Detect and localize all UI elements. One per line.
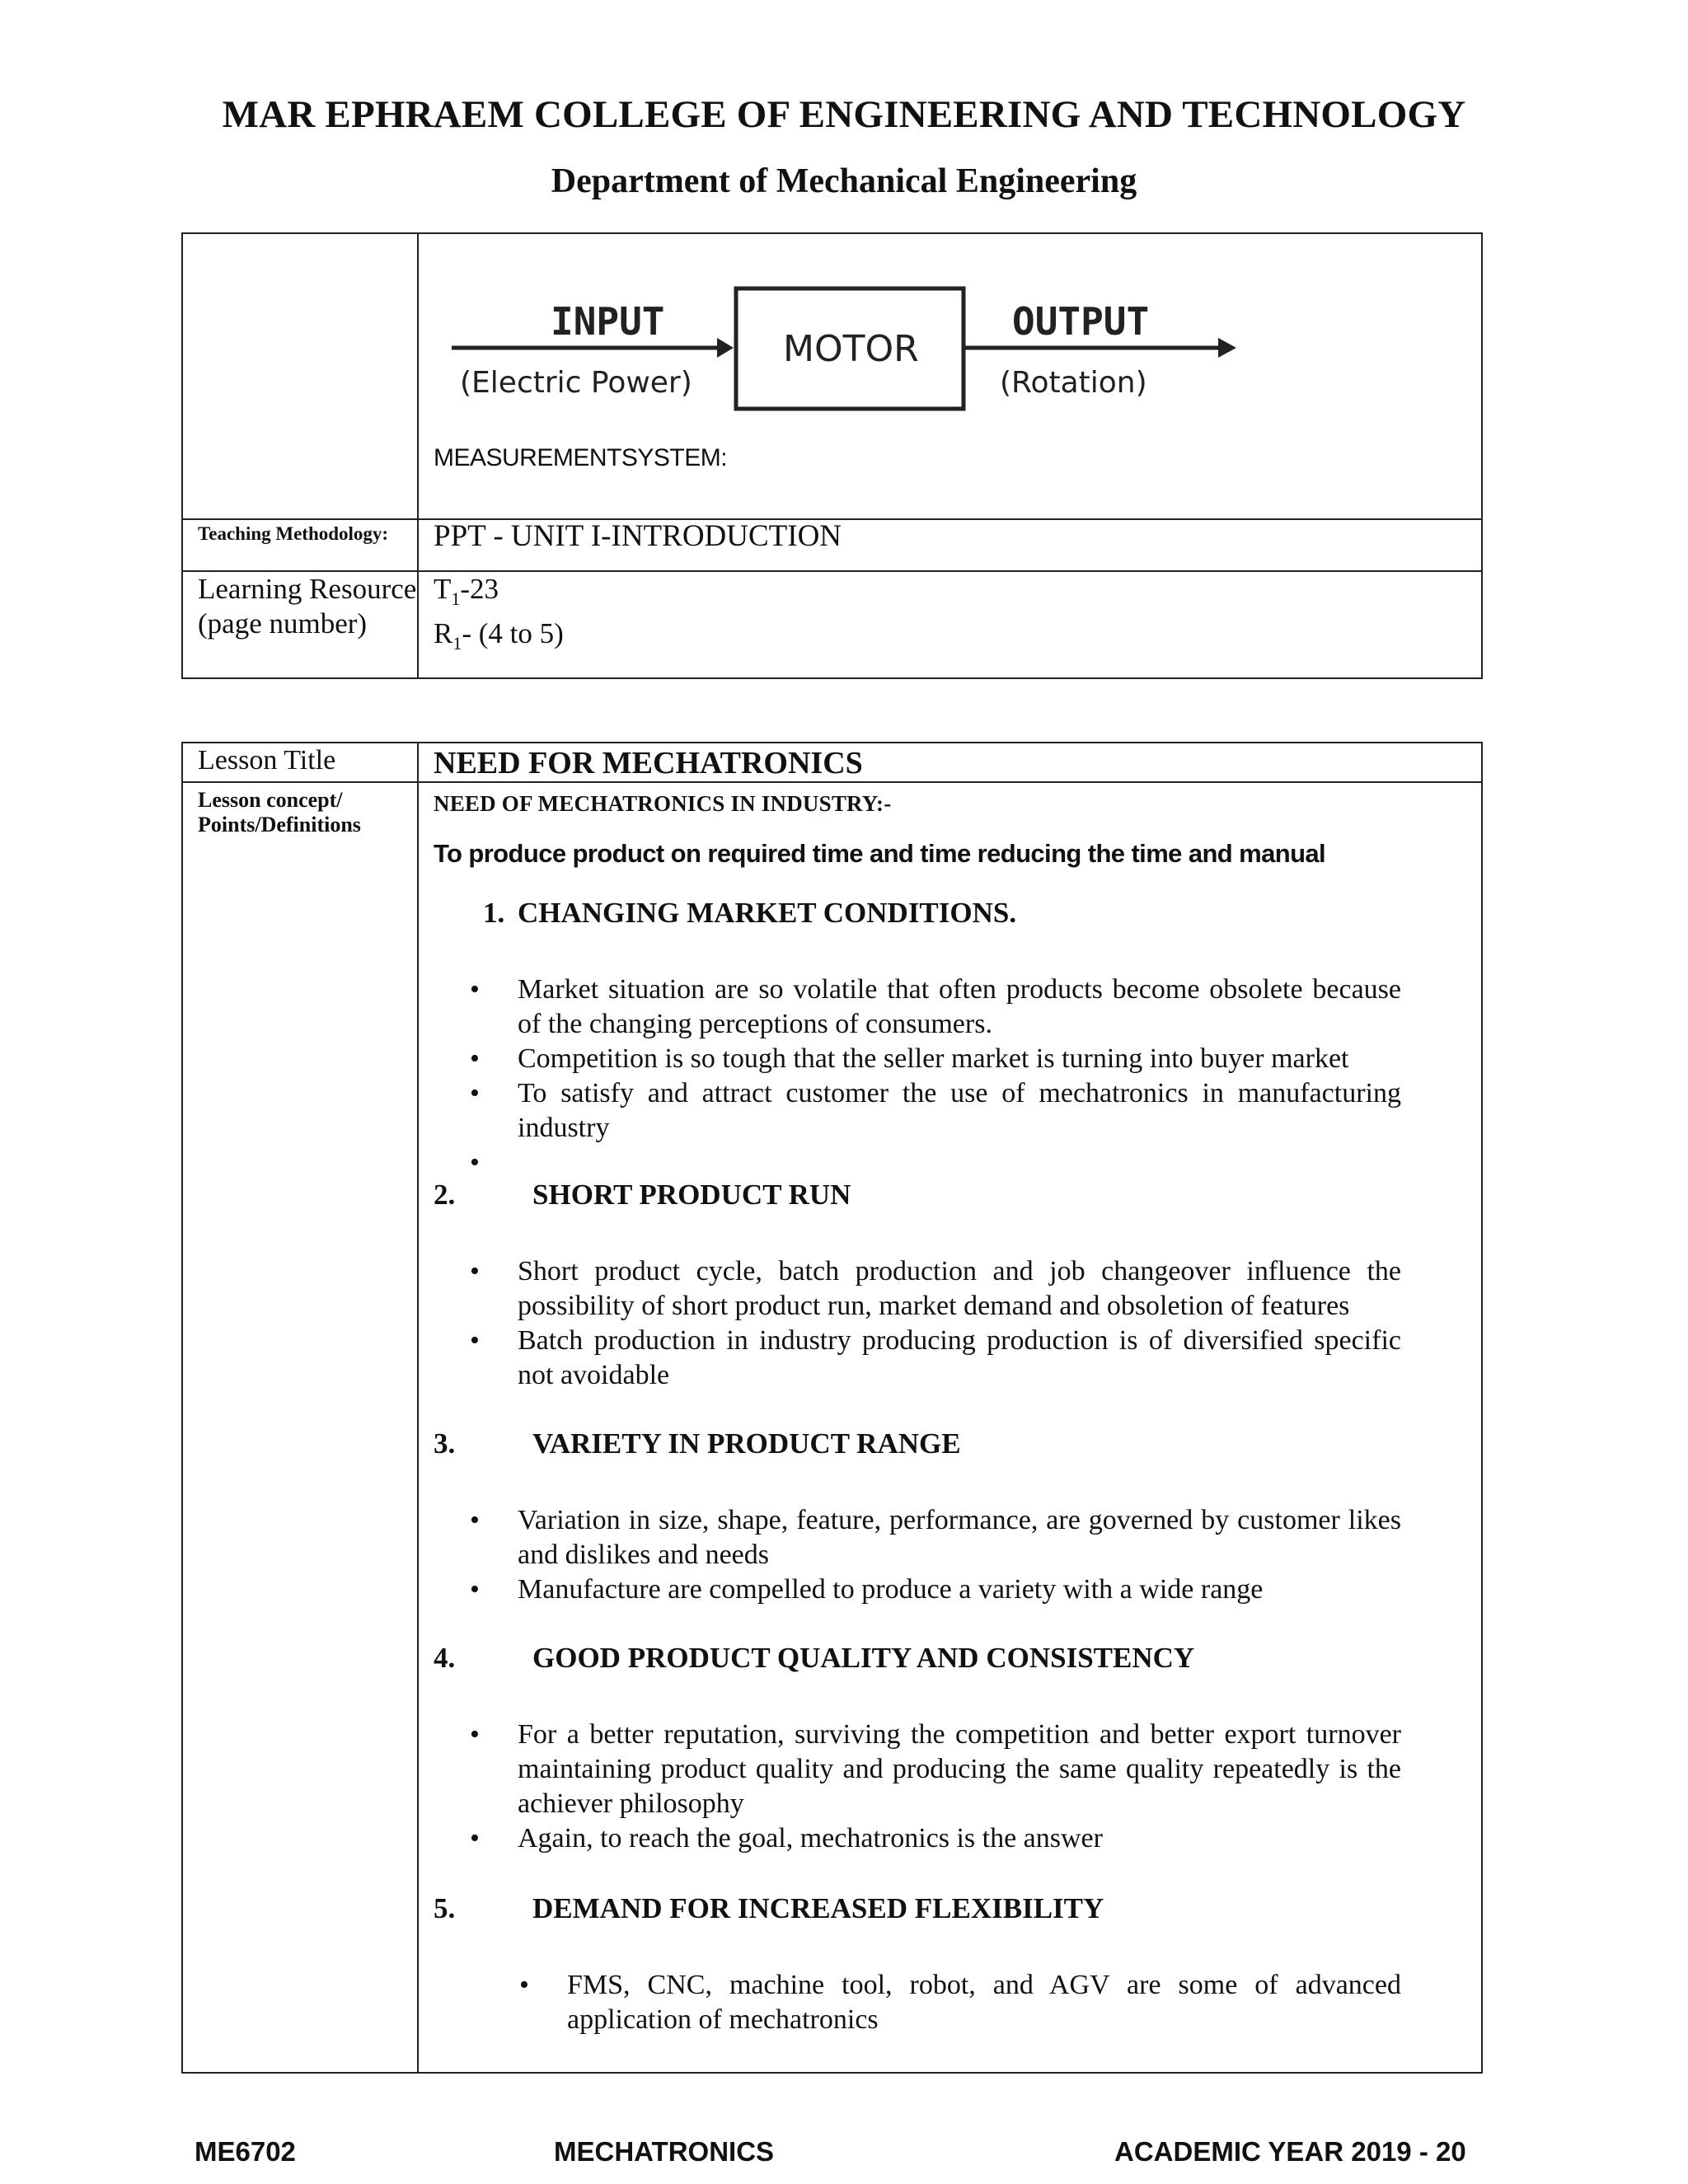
measurement-system-label: MEASUREMENTSYSTEM: — [434, 444, 728, 471]
input-sublabel: (Electric Power) — [460, 366, 692, 400]
college-name: MAR EPHRAEM COLLEGE OF ENGINEERING AND TECHNOLOGY — [222, 93, 1466, 136]
lesson-content: NEED OF MECHATRONICS IN INDUSTRY:- To produce product on required time and time reducing the time and manual 1. CHANGING MARKET CONDITIONS. • Market situation are so volatile that often products become obsolete because of the changing perceptions of consumers. • Competition is so tough that the seller market is turning into buyer market • To satisfy and attract customer the use of mechatronics in manufacturing industry • 2. SHORT PRODUCT RUN • Short product cycle, batch production and job changeover influence the possibility of short product run, market demand and obsoletion of features • Batch production in industry producing production is of diversified specific not avoidable 3. VARIETY IN PRODUCT RANGE • Variation in size, shape, feature, performance, are governed by customer likes and dislikes and needs • Manufacture are compelled to produce a variety with a wide range 4. GOOD PRODUCT QUALITY AND CONSISTENCY • For a better reputation, surviving the competition and better export turnover maintaining product quality and producing the same quality repeatedly is the achiever philosophy • Again, to reach the goal, mechatronics is the answer 5. DEMAND FOR INCREASED FLEXIBILITY • FMS, CNC, machine tool, robot, and AGV are some of advanced application of mechatronics — [418, 782, 1482, 2073]
section-1-bullet-1: • Market situation are so volatile that often products become obsolete because of the changing perceptions of consumers. — [470, 974, 1401, 1039]
lesson-title-label: Lesson Title — [182, 743, 418, 782]
lesson-concept-label: Lesson concept/ Points/Definitions — [182, 782, 418, 2073]
motor-label: MOTOR — [783, 328, 919, 370]
section-3-bullet-2: • Manufacture are compelled to produce a variety with a wide range — [470, 1574, 1264, 1605]
output-arrow-head — [1218, 338, 1236, 358]
input-label: INPUT — [551, 299, 665, 344]
footer-academic-year: ACADEMIC YEAR 2019 - 20 — [1114, 2136, 1466, 2167]
footer-subject: MECHATRONICS — [554, 2136, 775, 2167]
content-subheading: To produce product on required time and time reducing the time and manual — [434, 839, 1326, 868]
diagram-left-cell — [182, 233, 418, 519]
output-label: OUTPUT — [1012, 299, 1150, 344]
department-name: Department of Mechanical Engineering — [551, 162, 1137, 200]
section-1-bullet-3: • To satisfy and attract customer the use of mechatronics in manufacturing industry — [470, 1078, 1401, 1143]
section-2-bullet-2: • Batch production in industry producing production is of diversified specific not avoidable — [470, 1325, 1401, 1390]
content-heading: NEED OF MECHATRONICS IN INDUSTRY:- — [434, 791, 892, 816]
section-4-bullet-2: • Again, to reach the goal, mechatronics is the answer — [470, 1823, 1103, 1854]
section-1-bullet-2: • Competition is so tough that the seller market is turning into buyer market — [470, 1043, 1349, 1074]
section-2-bullet-1: • Short product cycle, batch production and job changeover influence the possibility of short product run, market demand and obsoletion of features — [470, 1256, 1401, 1321]
teaching-methodology-label: Teaching Methodology: — [182, 519, 418, 571]
motor-block-diagram — [452, 269, 1243, 417]
input-arrow-head — [717, 338, 734, 358]
teaching-methodology-value: PPT - UNIT I-INTRODUCTION — [418, 519, 1482, 571]
section-3-bullet-1: • Variation in size, shape, feature, performance, are governed by customer likes and dislikes and needs — [470, 1505, 1401, 1570]
output-sublabel: (Rotation) — [1000, 366, 1147, 400]
section-4-bullet-1: • For a better reputation, surviving the competition and better export turnover maintaining product quality and producing the same quality repeatedly is the achiever philosophy — [470, 1719, 1401, 1819]
textbook-reference: $T_1-23$ — [434, 573, 499, 609]
footer-course-code: ME6702 — [195, 2136, 296, 2167]
resource-table — [181, 232, 1483, 679]
lesson-table — [181, 742, 1483, 2074]
diagram-cell — [418, 233, 1482, 519]
section-5-bullet-1: • FMS, CNC, machine tool, robot, and AGV are some of advanced application of mechatronics — [519, 1970, 1401, 2035]
lesson-title-value: NEED FOR MECHATRONICS — [418, 743, 1482, 782]
learning-resource-value — [418, 571, 1482, 678]
learning-resource-label: Learning Resource (page number) — [182, 571, 418, 678]
reference-book: $R_1-$ (4 to 5) — [434, 617, 564, 654]
